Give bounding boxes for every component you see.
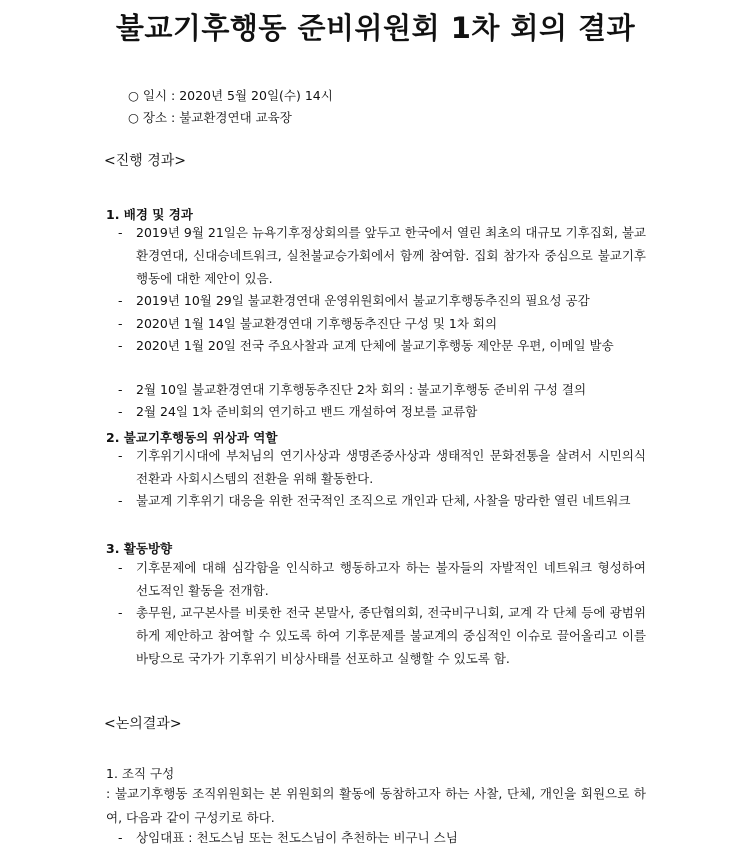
status-bullet	[118, 489, 646, 512]
bullet-dash: -	[118, 448, 123, 463]
activity-bullet	[118, 556, 646, 602]
document-title: 불교기후행동 준비위원회 1차 회의 결과	[115, 11, 636, 45]
bullet-dash: -	[118, 293, 123, 308]
meeting-place: ○ 장소 : 불교환경연대 교육장	[128, 110, 292, 125]
bullet-dash: -	[118, 605, 123, 620]
activity-heading: 3. 활동방향	[106, 541, 173, 556]
bullet-text: 2019년 10월 29일 불교환경연대 운영위원회에서 불교기후행동추진의 필요성 공감	[136, 293, 590, 308]
status-bullet	[118, 444, 646, 490]
background-bullet	[118, 221, 646, 290]
background-bullet	[118, 378, 646, 401]
bullet-dash: -	[118, 560, 123, 575]
background-heading: 1. 배경 및 경과	[106, 207, 193, 222]
org-description: : 불교기후행동 조직위원회는 본 위원회의 활동에 동참하고자 하는 사찰, 단체, 개인을 회원으로 하여, 다음과 같이 구성키로 하다.	[106, 786, 646, 825]
background-bullet	[118, 400, 646, 423]
bullet-dash: -	[118, 493, 123, 508]
bullet-dash: -	[118, 830, 123, 845]
meeting-date: ○ 일시 : 2020년 5월 20일(수) 14시	[128, 88, 333, 103]
section-progress-heading: <진행 경과>	[104, 153, 187, 169]
bullet-text: 기후위기시대에 부처님의 연기사상과 생명존중사상과 생태적인 문화전통을 살려서 시민의식전환과 사회시스템의 전환을 위해 활동한다.	[136, 448, 646, 486]
background-bullet	[118, 289, 646, 312]
bullet-text: 2019년 9월 21일은 뉴욕기후정상회의를 앞두고 한국에서 열린 최초의 대규모 기후집회, 불교환경연대, 신대승네트워크, 실천불교승가회에서 함께 참여함. 집회 참가자 중심으로 불교기후행동에 대한 제안이 있음.	[136, 225, 646, 286]
background-bullet	[118, 334, 646, 357]
status-heading: 2. 불교기후행동의 위상과 역할	[106, 430, 278, 445]
bullet-dash: -	[118, 225, 123, 240]
bullet-text: 총무원, 교구본사를 비롯한 전국 본말사, 종단협의회, 전국비구니회, 교계 각 단체 등에 광범위하게 제안하고 참여할 수 있도록 하여 기후문제를 불교계의 중심적인 이슈로 끌어올리고 이를 바탕으로 국가가 기후위기 비상사태를 선포하고 실행할 수 있도록 함.	[136, 605, 646, 666]
bullet-text: 2020년 1월 20일 전국 주요사찰과 교계 단체에 불교기후행동 제안문 우편, 이메일 발송	[136, 338, 614, 353]
bullet-text: 불교계 기후위기 대응을 위한 전국적인 조직으로 개인과 단체, 사찰을 망라한 열린 네트워크	[136, 493, 631, 508]
background-bullet	[118, 312, 646, 335]
bullet-dash: -	[118, 338, 123, 353]
bullet-text: 2020년 1월 14일 불교환경연대 기후행동추진단 구성 및 1차 회의	[136, 316, 498, 331]
bullet-dash: -	[118, 404, 123, 419]
bullet-dash: -	[118, 382, 123, 397]
org-heading: 1. 조직 구성	[106, 766, 175, 781]
section-discussion-heading: <논의결과>	[104, 716, 182, 732]
bullet-text: 기후문제에 대해 심각함을 인식하고 행동하고자 하는 불자들의 자발적인 네트워크 형성하여 선도적인 활동을 전개함.	[136, 560, 646, 598]
activity-bullet	[118, 601, 646, 670]
bullet-dash: -	[118, 316, 123, 331]
org-bullet	[118, 826, 646, 849]
bullet-text: 2월 24일 1차 준비회의 연기하고 밴드 개설하여 정보를 교류함	[136, 404, 478, 419]
bullet-text: 상임대표 : 천도스님 또는 천도스님이 추천하는 비구니 스님	[136, 830, 458, 845]
bullet-text: 2월 10일 불교환경연대 기후행동추진단 2차 회의 : 불교기후행동 준비위 구성 결의	[136, 382, 587, 397]
